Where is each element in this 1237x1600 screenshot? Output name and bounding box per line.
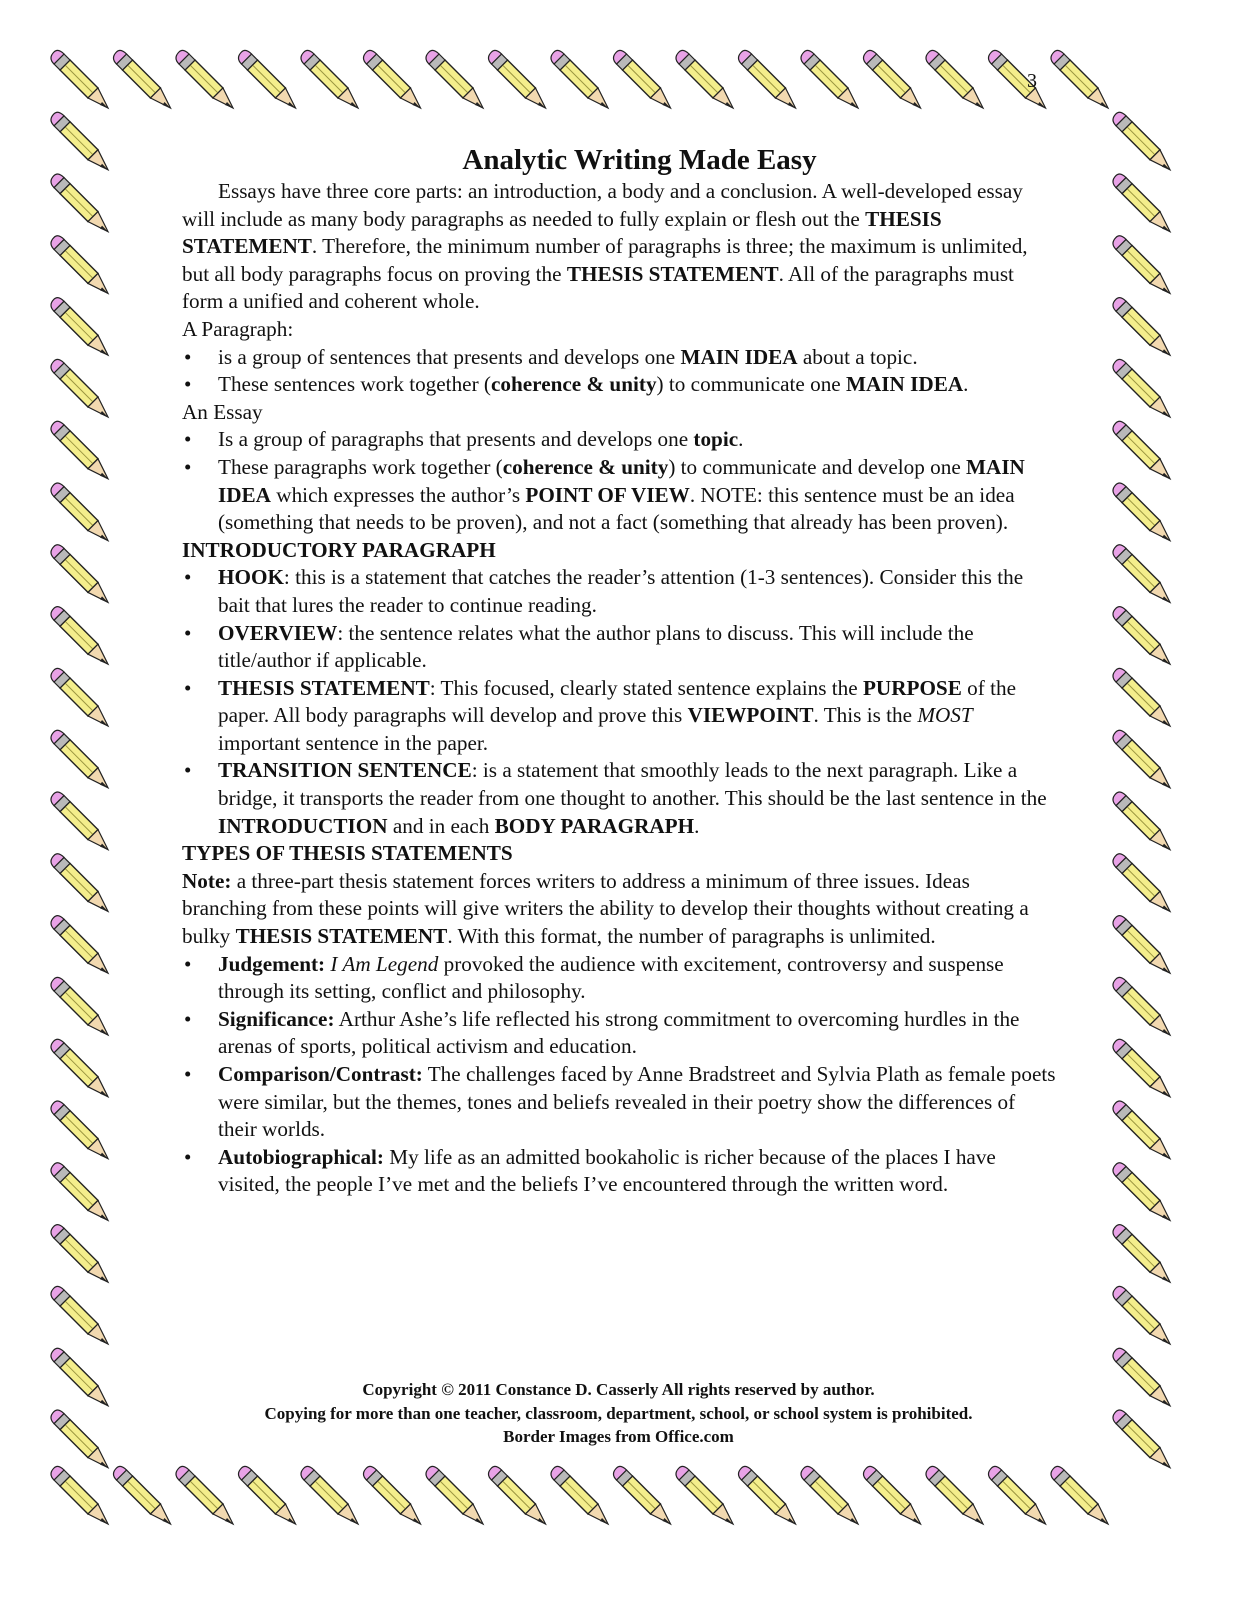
bold-text: coherence & unity xyxy=(490,372,657,397)
text-run: ) to communicate and develop one xyxy=(668,454,967,479)
bold-text: THESIS STATEMENT xyxy=(182,206,942,259)
pencil-icon xyxy=(864,1466,921,1524)
bold-text: THESIS STATEMENT xyxy=(566,261,779,286)
bullet-icon: • xyxy=(184,620,192,645)
pencil-icon xyxy=(51,359,108,417)
pencil-icon xyxy=(926,50,983,108)
pencil-icon xyxy=(51,50,108,108)
pencil-icon xyxy=(426,50,483,108)
pencil-icon xyxy=(801,50,858,108)
text-run: : This focused, clearly stated sentence explains the xyxy=(429,675,863,700)
text-run: . xyxy=(738,427,744,452)
pencil-icon xyxy=(51,1039,108,1097)
text-run: which expresses the author’s xyxy=(270,482,526,507)
bold-text: coherence & unity xyxy=(502,454,669,479)
pencil-icon xyxy=(51,1163,108,1221)
bullet-icon: • xyxy=(184,1144,192,1169)
paragraph-bullet-list xyxy=(182,344,1057,399)
bullet-icon: • xyxy=(184,565,192,590)
bullet-icon: • xyxy=(184,675,192,700)
pencil-icon xyxy=(51,1286,108,1344)
text-run: a three-part thesis statement forces writers to address a minimum of three issues. Ideas branching from these points will give writers the ability to develop their thoughts without creating a bulky xyxy=(182,868,1029,949)
pencil-icon xyxy=(1113,1225,1170,1283)
pencil-icon xyxy=(614,1466,671,1524)
pencil-icon xyxy=(1113,1286,1170,1344)
text-run: . With this format, the number of paragraphs is unlimited. xyxy=(447,924,936,949)
pencil-icon xyxy=(926,1466,983,1524)
bold-text: PURPOSE xyxy=(862,675,962,700)
bullet-icon: • xyxy=(184,372,192,397)
pencil-icon xyxy=(51,112,108,170)
text-run: : the sentence relates what the author plans to discuss. This will include the title/author if applicable. xyxy=(218,620,974,673)
bold-text: topic xyxy=(693,427,739,452)
list-item xyxy=(182,620,1057,675)
footer-copyright-line: Copyright © 2011 Constance D. Casserly All rights reserved by author. xyxy=(362,1380,875,1399)
page-number: 3 xyxy=(1027,70,1037,92)
pencil-icon xyxy=(1113,916,1170,974)
pencil-icon xyxy=(51,1466,108,1524)
pencil-icon xyxy=(1113,298,1170,356)
bold-text: Significance: xyxy=(218,1006,335,1031)
list-item xyxy=(182,675,1057,758)
pencil-icon xyxy=(114,50,171,108)
pencil-icon xyxy=(1051,1466,1108,1524)
text-run: Essays have three core parts: an introduction, a body and a conclusion. A well-developed essay will include as many body paragraphs as needed to fully explain or flesh out the xyxy=(182,179,1023,231)
list-item xyxy=(182,1144,1057,1199)
bullet-icon: • xyxy=(184,951,192,976)
pencil-icon xyxy=(739,1466,796,1524)
pencil-icon xyxy=(1113,1348,1170,1406)
pencil-icon xyxy=(51,298,108,356)
list-item xyxy=(182,757,1057,840)
pencil-icon xyxy=(1113,607,1170,665)
pencil-icon xyxy=(676,50,733,108)
list-item xyxy=(182,371,1057,399)
pencil-icon xyxy=(551,50,608,108)
copyright-footer xyxy=(160,1378,1077,1449)
pencil-icon xyxy=(1113,792,1170,850)
text-run: : is a statement that smoothly leads to the next paragraph. Like a bridge, it transports the reader from one thought to another. This should be the last sentence in the xyxy=(218,758,1047,811)
bullet-icon: • xyxy=(184,454,192,479)
pencil-icon xyxy=(1113,359,1170,417)
list-item xyxy=(182,1061,1057,1144)
text-run: about a topic. xyxy=(797,344,918,369)
pencil-icon xyxy=(301,50,358,108)
pencil-icon xyxy=(51,236,108,294)
bold-text: Judgement: xyxy=(218,951,326,976)
pencil-icon xyxy=(1113,1410,1170,1468)
pencil-icon xyxy=(51,977,108,1035)
pencil-icon xyxy=(51,174,108,232)
text-run: These paragraphs work together ( xyxy=(218,454,503,479)
pencil-icon xyxy=(51,916,108,974)
pencil-icon xyxy=(739,50,796,108)
bullet-icon: • xyxy=(184,1062,192,1086)
pencil-icon xyxy=(51,730,108,788)
pencil-icon xyxy=(51,668,108,726)
bullet-icon: • xyxy=(184,758,192,783)
bullet-icon: • xyxy=(184,427,192,452)
list-item xyxy=(182,454,1057,537)
pencil-icon xyxy=(364,1466,421,1524)
pencil-icon xyxy=(1113,421,1170,479)
list-item xyxy=(182,426,1057,454)
main-content xyxy=(182,142,1057,1199)
thesis-types-bullet-list xyxy=(182,951,1057,1199)
italic-text: I Am Legend xyxy=(330,951,439,976)
pencil-icon xyxy=(489,1466,546,1524)
intro-paragraph xyxy=(182,178,1057,316)
pencil-icon xyxy=(176,1466,233,1524)
thesis-types-note xyxy=(182,868,1057,951)
text-run: is a group of sentences that presents and develops one xyxy=(218,344,681,369)
pencil-icon xyxy=(51,792,108,850)
pencil-icon xyxy=(551,1466,608,1524)
bold-text: BODY PARAGRAPH xyxy=(494,813,695,838)
text-run: My life as an admitted bookaholic is richer because of the places I have visited, the people I’ve met and the beliefs I’ve encountered through the written word. xyxy=(218,1144,996,1197)
pencil-icon xyxy=(1051,50,1108,108)
page-title: Analytic Writing Made Easy xyxy=(462,144,817,176)
pencil-icon xyxy=(364,50,421,108)
pencil-icon xyxy=(1113,730,1170,788)
essay-bullet-list xyxy=(182,426,1057,536)
text-run: ) to communicate one xyxy=(656,372,846,397)
list-item xyxy=(182,1006,1057,1061)
list-item xyxy=(182,564,1057,619)
essay-label: An Essay xyxy=(182,399,263,424)
bold-text: POINT OF VIEW xyxy=(525,482,690,507)
bold-text: THESIS STATEMENT xyxy=(218,675,430,700)
pencil-icon xyxy=(51,1410,108,1468)
pencil-icon xyxy=(301,1466,358,1524)
pencil-icon xyxy=(51,1101,108,1159)
pencil-icon xyxy=(801,1466,858,1524)
bold-text: INTRODUCTION xyxy=(218,813,388,838)
bullet-icon: • xyxy=(184,1006,192,1031)
pencil-icon xyxy=(239,50,296,108)
text-run: : this is a statement that catches the reader’s attention (1-3 sentences). Consider this the bait that lures the reader to continue reading. xyxy=(218,565,1024,617)
text-run: . NOTE: this sentence must be an idea (something that needs to be proven), and not a fact (something that already has been proven). xyxy=(218,482,1015,535)
pencil-icon xyxy=(1113,545,1170,603)
introductory-bullet-list xyxy=(182,564,1057,840)
pencil-icon xyxy=(426,1466,483,1524)
pencil-icon xyxy=(51,1348,108,1406)
pencil-icon xyxy=(1113,483,1170,541)
bold-text: VIEWPOINT xyxy=(687,703,814,728)
text-run: The challenges faced by Anne Bradstreet and Sylvia Plath as female poets were similar, but the themes, tones and beliefs revealed in their poetry show the differences of their worlds. xyxy=(218,1062,1056,1142)
list-item xyxy=(182,344,1057,372)
pencil-icon xyxy=(51,545,108,603)
bold-text: MAIN IDEA xyxy=(680,344,798,369)
pencil-icon xyxy=(51,854,108,912)
pencil-icon xyxy=(51,607,108,665)
bold-text: TRANSITION SENTENCE xyxy=(218,758,472,783)
pencil-icon xyxy=(1113,112,1170,170)
pencil-icon xyxy=(614,50,671,108)
pencil-icon xyxy=(676,1466,733,1524)
pencil-icon xyxy=(1113,854,1170,912)
pencil-icon xyxy=(1113,174,1170,232)
text-run: . All of the paragraphs must form a unified and coherent whole. xyxy=(182,261,1014,314)
pencil-icon xyxy=(1113,1163,1170,1221)
bold-text: Comparison/Contrast: xyxy=(218,1062,423,1086)
pencil-icon xyxy=(489,50,546,108)
pencil-icon xyxy=(51,421,108,479)
pencil-icon xyxy=(51,1225,108,1283)
text-run: important sentence in the paper. xyxy=(218,730,489,755)
text-run: . xyxy=(694,813,700,838)
italic-text: MOST xyxy=(917,703,973,728)
footer-copying-line: Copying for more than one teacher, classroom, department, school, or school system is prohibited. xyxy=(264,1403,973,1423)
introductory-paragraph-heading: INTRODUCTORY PARAGRAPH xyxy=(182,537,496,562)
text-run: These sentences work together ( xyxy=(218,372,491,397)
bullet-icon: • xyxy=(184,344,192,369)
text-run: and in each xyxy=(387,813,495,838)
pencil-icon xyxy=(1113,1101,1170,1159)
thesis-types-heading: TYPES OF THESIS STATEMENTS xyxy=(182,841,513,866)
bold-text: OVERVIEW xyxy=(218,620,338,645)
bold-text: Autobiographical: xyxy=(218,1144,384,1169)
pencil-icon xyxy=(51,483,108,541)
paragraph-label: A Paragraph: xyxy=(182,316,294,341)
text-run: provoked the audience with excitement, controversy and suspense through its setting, conflict and philosophy. xyxy=(218,951,1004,1004)
text-run: of the paper. All body paragraphs will develop and prove this xyxy=(218,675,1016,728)
bold-text: MAIN IDEA xyxy=(846,372,964,397)
pencil-icon xyxy=(1113,236,1170,294)
bold-text: Note: xyxy=(182,868,232,893)
bold-text: MAIN IDEA xyxy=(218,454,1025,507)
text-run: . Therefore, the minimum number of paragraphs is three; the maximum is unlimited, but all body paragraphs focus on proving the xyxy=(182,234,1028,286)
bold-text: HOOK xyxy=(218,565,284,590)
pencil-icon xyxy=(864,50,921,108)
pencil-icon xyxy=(989,1466,1046,1524)
text-run: . xyxy=(963,372,969,397)
text-run: Arthur Ashe’s life reflected his strong commitment to overcoming hurdles in the arenas of sports, political activism and education. xyxy=(218,1006,1020,1059)
pencil-icon xyxy=(176,50,233,108)
text-run: . This is the xyxy=(813,703,918,728)
bold-text: THESIS STATEMENT xyxy=(235,924,448,949)
pencil-icon xyxy=(239,1466,296,1524)
pencil-icon xyxy=(1113,1039,1170,1097)
text-run: Is a group of paragraphs that presents and develops one xyxy=(218,427,694,452)
list-item xyxy=(182,951,1057,1006)
pencil-icon xyxy=(1113,977,1170,1035)
pencil-icon xyxy=(114,1466,171,1524)
pencil-icon xyxy=(1113,668,1170,726)
footer-border-credit-line: Border Images from Office.com xyxy=(503,1427,734,1446)
